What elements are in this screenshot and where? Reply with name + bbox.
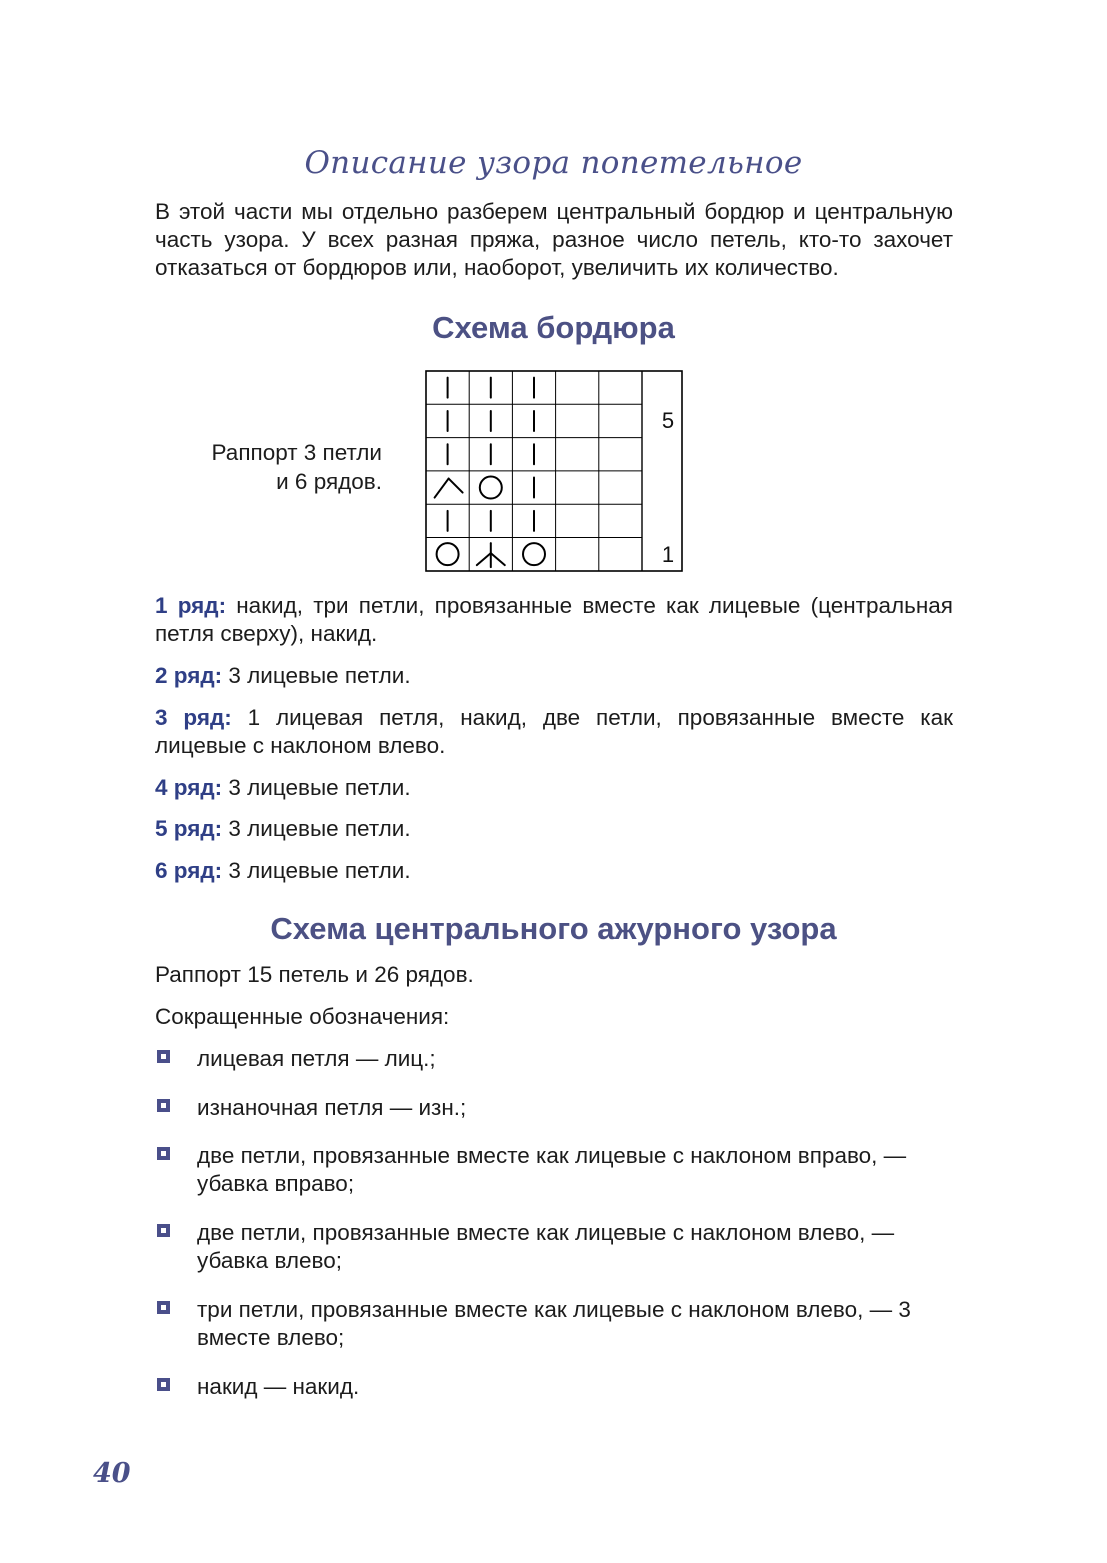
- chart-symbols: [435, 378, 545, 568]
- row-1-label: 1 ряд:: [155, 593, 227, 618]
- row-6-text: 3 лицевые петли.: [222, 858, 411, 883]
- chart-symbol-k2tog-left: [435, 479, 463, 498]
- central-rapport: Раппорт 15 петель и 26 рядов.: [155, 962, 474, 987]
- border-heading: Схема бордюра: [432, 310, 675, 345]
- square-bullet-icon: [157, 1050, 170, 1063]
- row-6-label: 6 ряд:: [155, 858, 223, 883]
- row-6-instruction: [155, 857, 953, 885]
- row-1-text: накид, три петли, провязанные вместе как лицевые (центральная петля сверху), накид.: [155, 593, 953, 646]
- row-3-instruction: [155, 704, 953, 760]
- row-3-label: 3 ряд:: [155, 705, 232, 730]
- abbreviation-text: изнаночная петля — изн.;: [197, 1095, 467, 1120]
- page-number: 40: [93, 1458, 131, 1489]
- chart-row-label-5: 5: [661, 408, 675, 433]
- abbreviation-text: две петли, провязанные вместе как лицевые с наклоном вправо, — убавка вправо;: [197, 1143, 907, 1196]
- chart-grid-lines: [426, 371, 642, 571]
- border-rapport-note: [150, 438, 382, 496]
- row-2-instruction: [155, 662, 953, 690]
- intro-paragraph: В этой части мы отдельно разберем центральный бордюр и центральную часть узора. У всех разная пряжа, разное число петель, кто-то захочет отказаться от бордюров или, наоборот, увеличить их количество.: [155, 199, 953, 280]
- square-bullet-icon: [157, 1224, 170, 1237]
- abbreviation-text: накид — накид.: [197, 1374, 360, 1399]
- row-5-text: 3 лицевые петли.: [222, 816, 411, 841]
- central-heading: Схема центрального ажурного узора: [270, 911, 837, 946]
- row-5-label: 5 ряд:: [155, 816, 223, 841]
- row-2-label: 2 ряд:: [155, 663, 223, 688]
- abbreviation-text: лицевая петля — лиц.;: [197, 1046, 436, 1071]
- row-4-label: 4 ряд:: [155, 775, 223, 800]
- abbreviations-intro: Сокращенные обозначения:: [155, 1004, 450, 1029]
- chart-symbol-yarn-over: [437, 543, 459, 565]
- square-bullet-icon: [157, 1099, 170, 1112]
- square-bullet-icon: [157, 1301, 170, 1314]
- border-chart: [425, 370, 683, 573]
- row-4-text: 3 лицевые петли.: [222, 775, 411, 800]
- abbreviation-text: три петли, провязанные вместе как лицевые с наклоном влево, — 3 вместе влево;: [197, 1297, 911, 1350]
- square-bullet-icon: [157, 1378, 170, 1391]
- row-2-text: 3 лицевые петли.: [222, 663, 411, 688]
- chart-symbol-yarn-over: [480, 477, 502, 499]
- square-bullet-icon: [157, 1147, 170, 1160]
- page-title: Описание узора попетельное: [304, 145, 803, 181]
- abbreviation-text: две петли, провязанные вместе как лицевые с наклоном влево, — убавка влево;: [197, 1220, 895, 1273]
- row-3-text: 1 лицевая петля, накид, две петли, провязанные вместе как лицевые с наклоном влево.: [155, 705, 953, 758]
- row-4-instruction: [155, 774, 953, 802]
- chart-symbol-yarn-over: [523, 543, 545, 565]
- row-1-instruction: [155, 592, 953, 648]
- row-5-instruction: [155, 815, 953, 843]
- chart-row-label-1: 1: [661, 542, 675, 567]
- chart-symbol-k3tog-center: [477, 543, 505, 567]
- border-rapport-line-1: Раппорт 3 петли: [211, 440, 382, 465]
- border-rapport-line-2: и 6 рядов.: [276, 469, 382, 494]
